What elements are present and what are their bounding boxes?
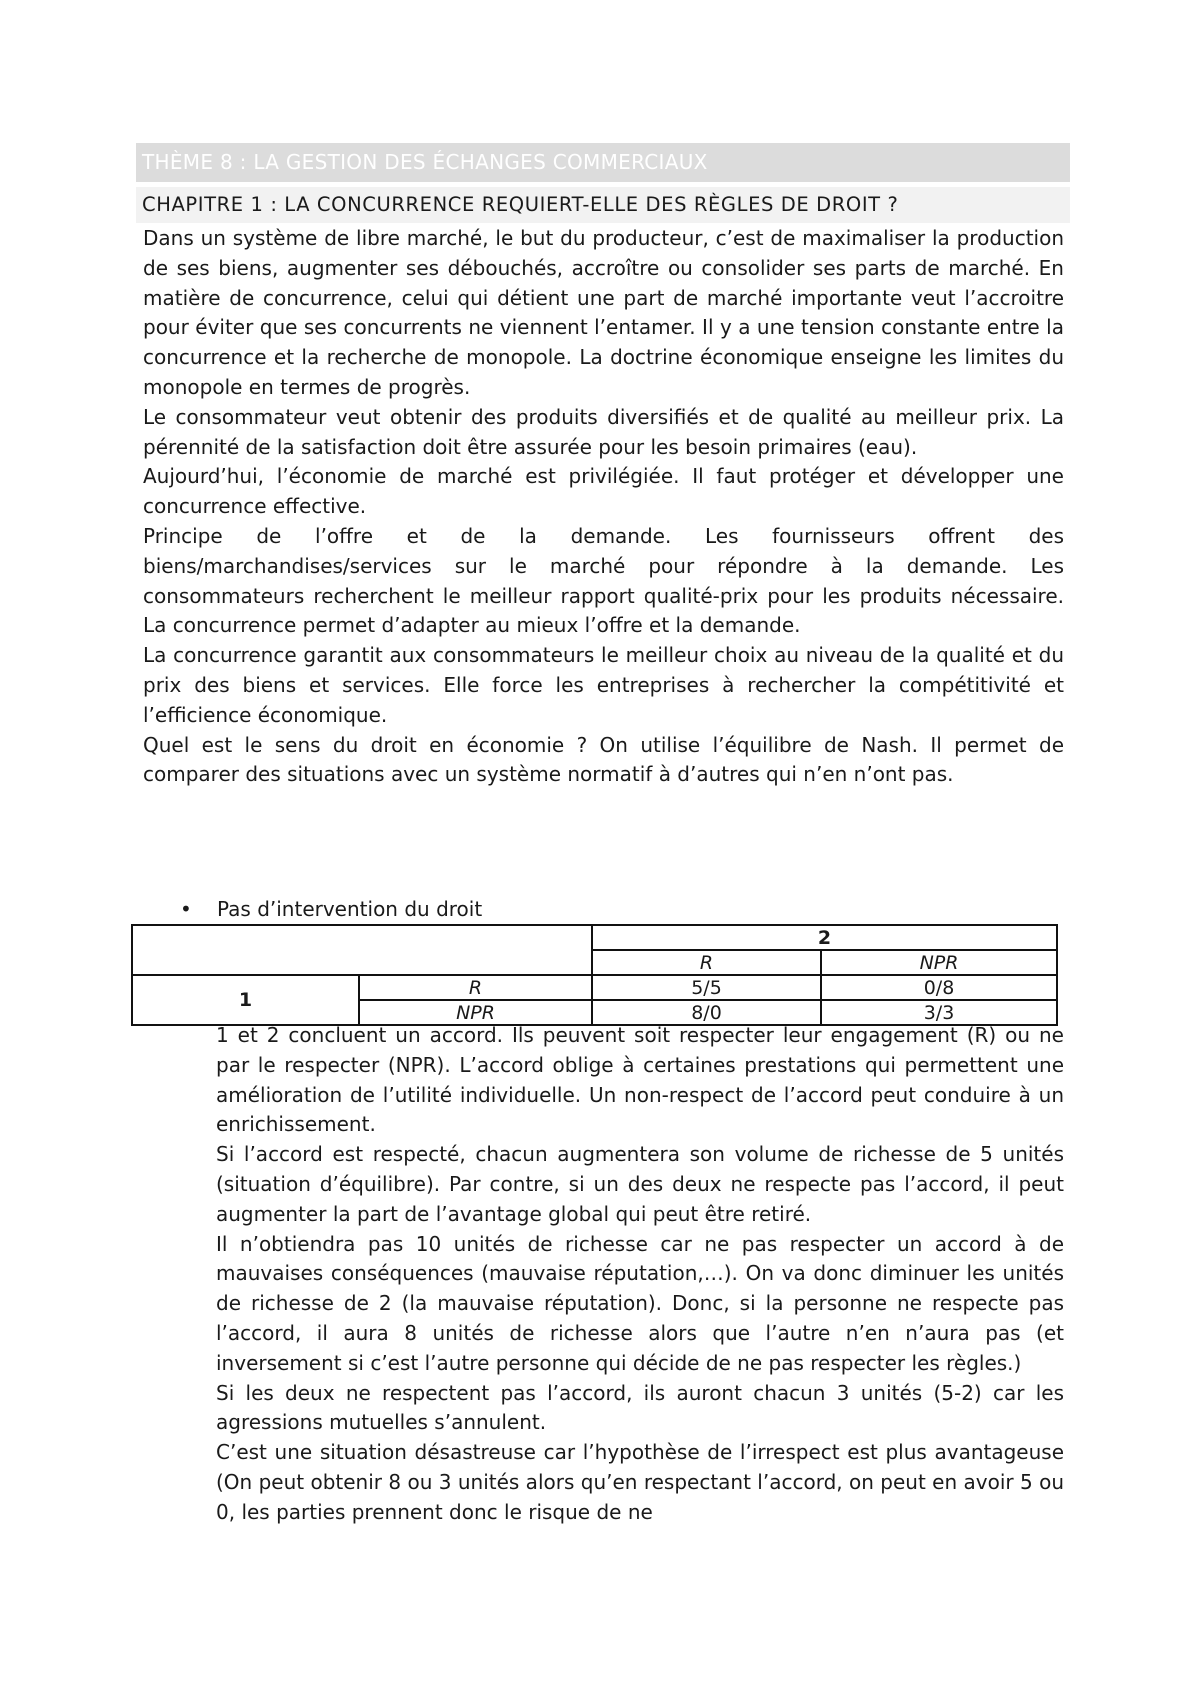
col-header-r: R — [592, 950, 821, 975]
col-header-npr: NPR — [821, 950, 1057, 975]
theme-heading: THÈME 8 : LA GESTION DES ÉCHANGES COMMERCIAUX — [136, 143, 1070, 182]
paragraph: Quel est le sens du droit en économie ? On utilise l’équilibre de Nash. Il permet de comparer des situations avec un système normatif à d’autres qui n’en n’ont pas. — [143, 732, 1064, 787]
paragraph: Principe de l’offre et de la demande. Les fournisseurs offrent des biens/marchandises/services sur le marché pour répondre à la demande. Les consommateurs recherchent le meilleur rapport qualité-prix pour les produits nécessaire. La concurrence permet d’adapter au mieux l’offre et la demande. — [143, 523, 1064, 638]
paragraph: 1 et 2 concluent un accord. Ils peuvent soit respecter leur engagement (R) ou ne par le respecter (NPR). L’accord oblige à certaines prestations qui permettent une amélioration de l’utilité individuelle. Un non-respect de l’accord peut conduire à un enrichissement. — [216, 1023, 1064, 1137]
paragraph: La concurrence garantit aux consommateurs le meilleur choix au niveau de la qualité et du prix des biens et services. Elle force les entreprises à rechercher la compétitivité et l’efficience économique. — [143, 643, 1064, 727]
chapter-heading: CHAPITRE 1 : LA CONCURRENCE REQUIERT-ELLE DES RÈGLES DE DROIT ? — [136, 187, 1070, 223]
row-header-npr: NPR — [359, 1000, 592, 1025]
paragraph: Si l’accord est respecté, chacun augmentera son volume de richesse de 5 unités (situation d’équilibre). Par contre, si un des deux ne respecte pas l’accord, il peut augmenter la part de l’avantage global qui peut être retiré. — [216, 1142, 1064, 1226]
paragraph: Il n’obtiendra pas 10 unités de richesse car ne pas respecter un accord à de mauvaises conséquences (mauvaise réputation,…). On va donc diminuer les unités de richesse de 2 (la mauvaise réputation). Donc, si la personne ne respecte pas l’accord, il aura 8 unités de richesse alors que l’autre n’en n’aura pas (et inversement si c’est l’autre personne qui décide de ne pas respecter les règles.) — [216, 1231, 1064, 1375]
intro-text — [143, 224, 1064, 790]
paragraph: Aujourd’hui, l’économie de marché est privilégiée. Il faut protéger et développer une concurrence effective. — [143, 464, 1064, 519]
bullet-text: Pas d’intervention du droit — [217, 897, 483, 921]
paragraph: C’est une situation désastreuse car l’hypothèse de l’irrespect est plus avantageuse (On peut obtenir 8 ou 3 unités alors qu’en respectant l’accord, on peut en avoir 5 ou 0, les parties prennent donc le risque de ne — [216, 1440, 1064, 1524]
cell-r-npr: 0/8 — [821, 975, 1057, 1000]
analysis-text — [216, 1021, 1064, 1528]
cell-r-r: 5/5 — [592, 975, 821, 1000]
paragraph: Le consommateur veut obtenir des produits diversifiés et de qualité au meilleur prix. La pérennité de la satisfaction doit être assurée pour les besoin primaires (eau). — [143, 404, 1064, 459]
player-2-header: 2 — [592, 925, 1057, 950]
cell-npr-npr: 3/3 — [821, 1000, 1057, 1025]
bullet-icon: • — [180, 897, 192, 921]
cell-npr-r: 8/0 — [592, 1000, 821, 1025]
row-header-r: R — [359, 975, 592, 1000]
paragraph: Si les deux ne respectent pas l’accord, ils auront chacun 3 unités (5-2) car les agressions mutuelles s’annulent. — [216, 1380, 1064, 1435]
paragraph: Dans un système de libre marché, le but du producteur, c’est de maximaliser la production de ses biens, augmenter ses débouchés, accroître ou consolider ses parts de marché. En matière de concurrence, celui qui détient une part de marché importante veut l’accroitre pour éviter que ses concurrents ne viennent l’entamer. Il y a une tension constante entre la concurrence et la recherche de monopole. La doctrine économique enseigne les limites du monopole en termes de progrès. — [143, 226, 1064, 399]
table-empty-corner — [132, 925, 592, 975]
player-1-header: 1 — [132, 975, 359, 1025]
payoff-table — [131, 924, 1058, 1026]
